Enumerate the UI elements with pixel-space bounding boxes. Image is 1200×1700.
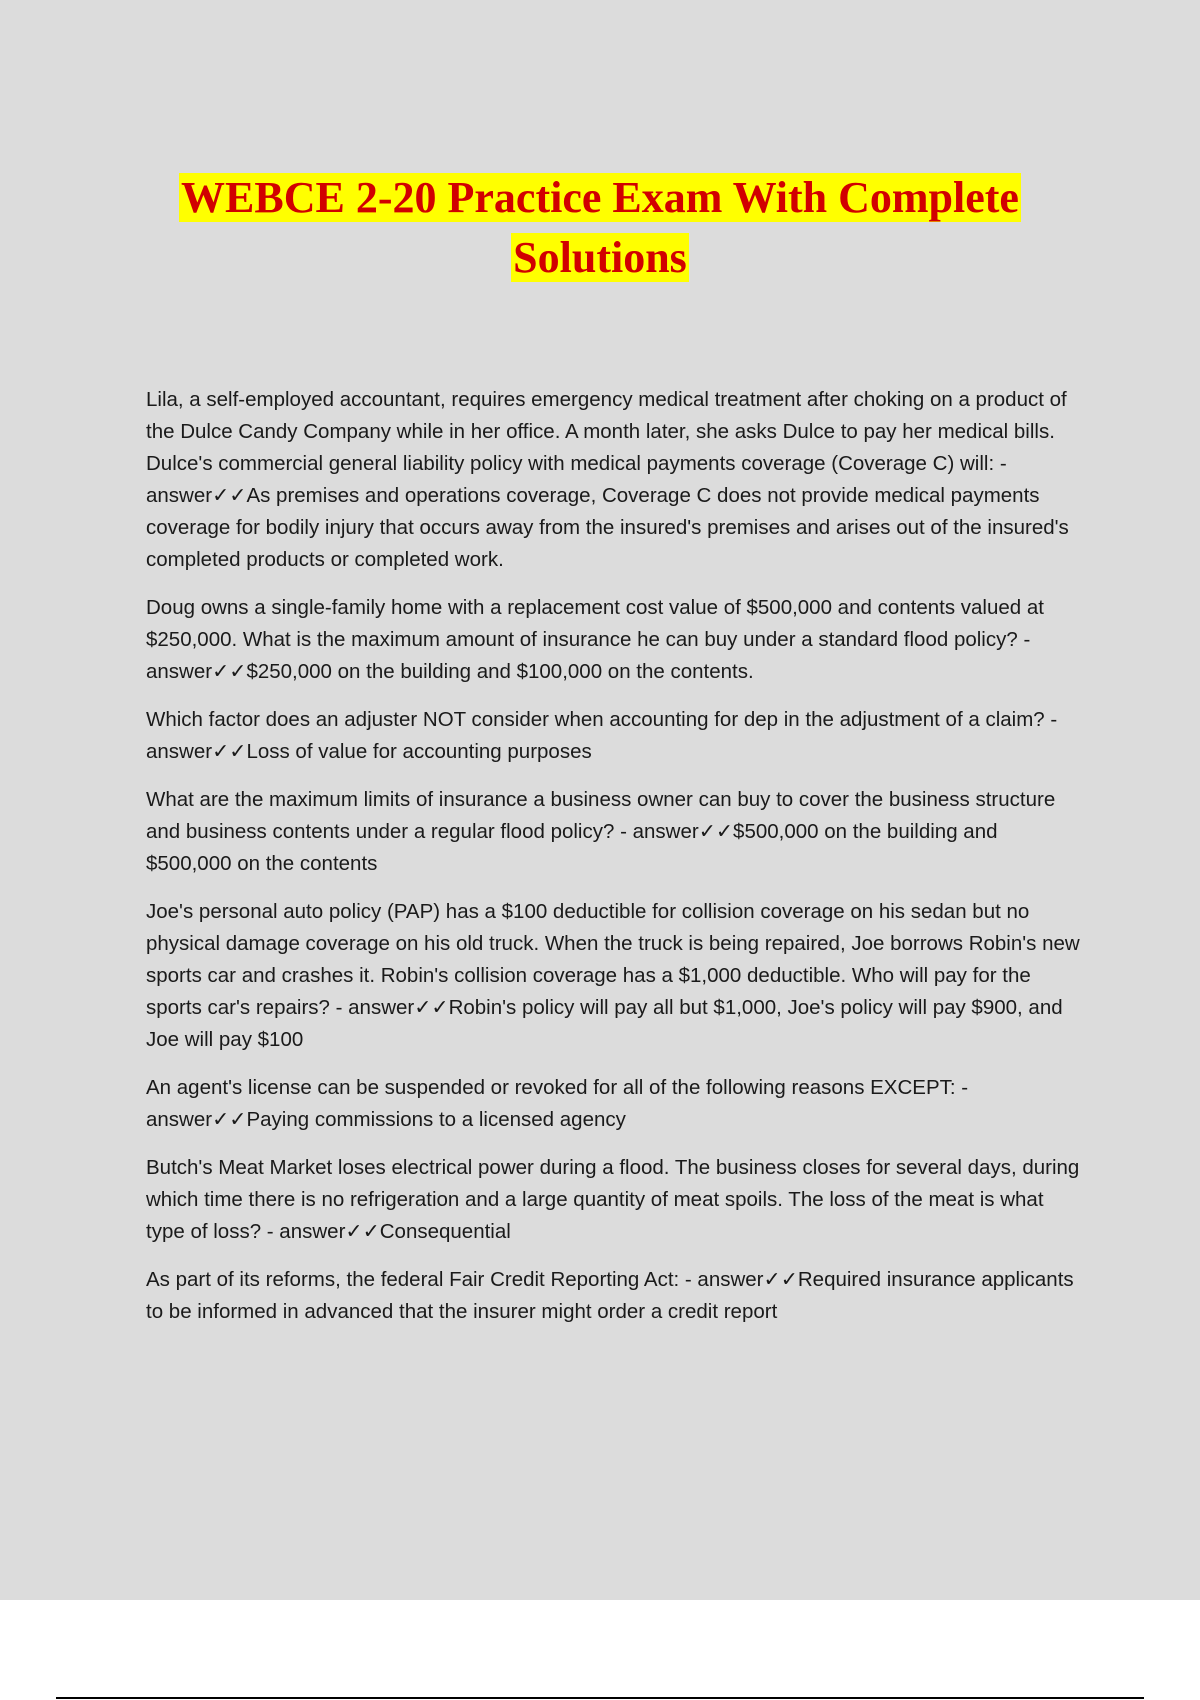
qa-item-7: Butch's Meat Market loses electrical power during a flood. The business closes for several days, during which time there is no refrigeration and a large quantity of meat spoils. The loss of the meat is what type of loss? - answer✓✓Consequential — [146, 1156, 1080, 1243]
question-answer-list — [146, 384, 1086, 1344]
qa-item-4: What are the maximum limits of insurance a business owner can buy to cover the business structure and business contents under a regular flood policy? - answer✓✓$500,000 on the building and $500,000 on the contents — [146, 788, 1056, 875]
title-line-1: WEBCE 2-20 Practice Exam With Complete — [181, 173, 1019, 222]
qa-item-6: An agent's license can be suspended or revoked for all of the following reasons EXCEPT: - answer✓✓Paying commissions to a licensed agency — [146, 1076, 969, 1131]
document-title — [100, 168, 1100, 288]
title-block — [100, 168, 1100, 288]
qa-item-2: Doug owns a single-family home with a replacement cost value of $500,000 and contents valued at $250,000. What is the maximum amount of insurance he can buy under a standard flood policy? - answer✓✓$250,000 on the building and $100,000 on the contents. — [146, 596, 1044, 683]
qa-item-1: Lila, a self-employed accountant, requires emergency medical treatment after choking on a product of the Dulce Candy Company while in her office. A month later, she asks Dulce to pay her medical bills. Dulce's commercial general liability policy with medical payments coverage (Coverage C) will: - answer✓✓As premises and operations coverage, Coverage C does not provide medical payments coverage for bodily injury that occurs away from the insured's premises and arises out of the insured's completed products or completed work. — [146, 388, 1069, 571]
title-line-2: Solutions — [513, 233, 687, 282]
page-divider — [56, 1697, 1144, 1699]
qa-item-5: Joe's personal auto policy (PAP) has a $100 deductible for collision coverage on his sedan but no physical damage coverage on his old truck. When the truck is being repaired, Joe borrows Robin's new sports car and crashes it. Robin's collision coverage has a $1,000 deductible. Who will pay for the sports car's repairs? - answer✓✓Robin's policy will pay all but $1,000, Joe's policy will pay $900, and Joe will pay $100 — [146, 900, 1080, 1051]
qa-item-8: As part of its reforms, the federal Fair Credit Reporting Act: - answer✓✓Required insurance applicants to be informed in advanced that the insurer might order a credit report — [146, 1268, 1074, 1323]
qa-item-3: Which factor does an adjuster NOT consider when accounting for dep in the adjustment of a claim? - answer✓✓Loss of value for accounting purposes — [146, 708, 1058, 763]
